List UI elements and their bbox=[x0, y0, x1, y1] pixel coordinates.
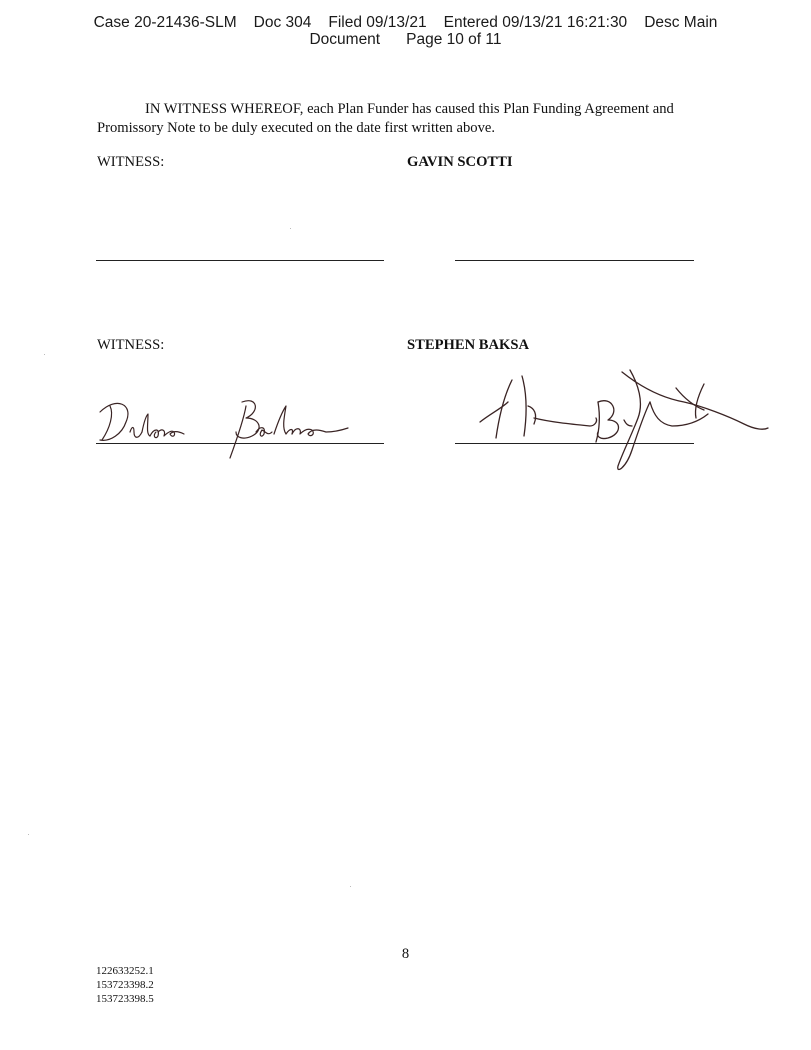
document-id: 122633252.1 bbox=[96, 965, 154, 977]
case-header bbox=[0, 14, 811, 48]
party-signature-line-gavin bbox=[455, 260, 694, 261]
witness-signature-line-stephen bbox=[96, 443, 384, 444]
case-number: Case 20-21436-SLM bbox=[93, 14, 237, 31]
witness-label-stephen: WITNESS: bbox=[97, 337, 165, 353]
case-header-line-1 bbox=[0, 14, 811, 31]
document-id: 153723398.2 bbox=[96, 979, 154, 991]
party-name-stephen-baksa: STEPHEN BAKSA bbox=[407, 337, 530, 353]
page-indicator: Page 10 of 11 bbox=[406, 31, 502, 48]
case-header-line-2 bbox=[0, 31, 811, 48]
document-id-list bbox=[96, 964, 154, 1006]
filed-date: Filed 09/13/21 bbox=[328, 14, 427, 31]
doc-number: Doc 304 bbox=[253, 14, 312, 31]
scan-speck bbox=[290, 228, 291, 229]
document-label: Document bbox=[309, 31, 381, 48]
scan-speck bbox=[350, 886, 351, 887]
party-name-gavin-scotti: GAVIN SCOTTI bbox=[407, 154, 513, 170]
witness-label-gavin: WITNESS: bbox=[97, 154, 165, 170]
witness-signature-line-gavin bbox=[96, 260, 384, 261]
scan-speck bbox=[44, 354, 45, 355]
description: Desc Main bbox=[644, 14, 718, 31]
scan-speck bbox=[28, 834, 29, 835]
page-number: 8 bbox=[401, 946, 410, 962]
party-signature-line-stephen bbox=[455, 443, 694, 444]
party-handwritten-signature bbox=[472, 362, 772, 474]
in-witness-whereof-paragraph: IN WITNESS WHEREOF, each Plan Funder has caused this Plan Funding Agreement and Promissory Note to be duly executed on the date first written above. bbox=[97, 101, 674, 136]
entered-date: Entered 09/13/21 16:21:30 bbox=[443, 14, 628, 31]
witness-handwritten-signature bbox=[96, 392, 356, 462]
document-id: 153723398.5 bbox=[96, 993, 154, 1005]
